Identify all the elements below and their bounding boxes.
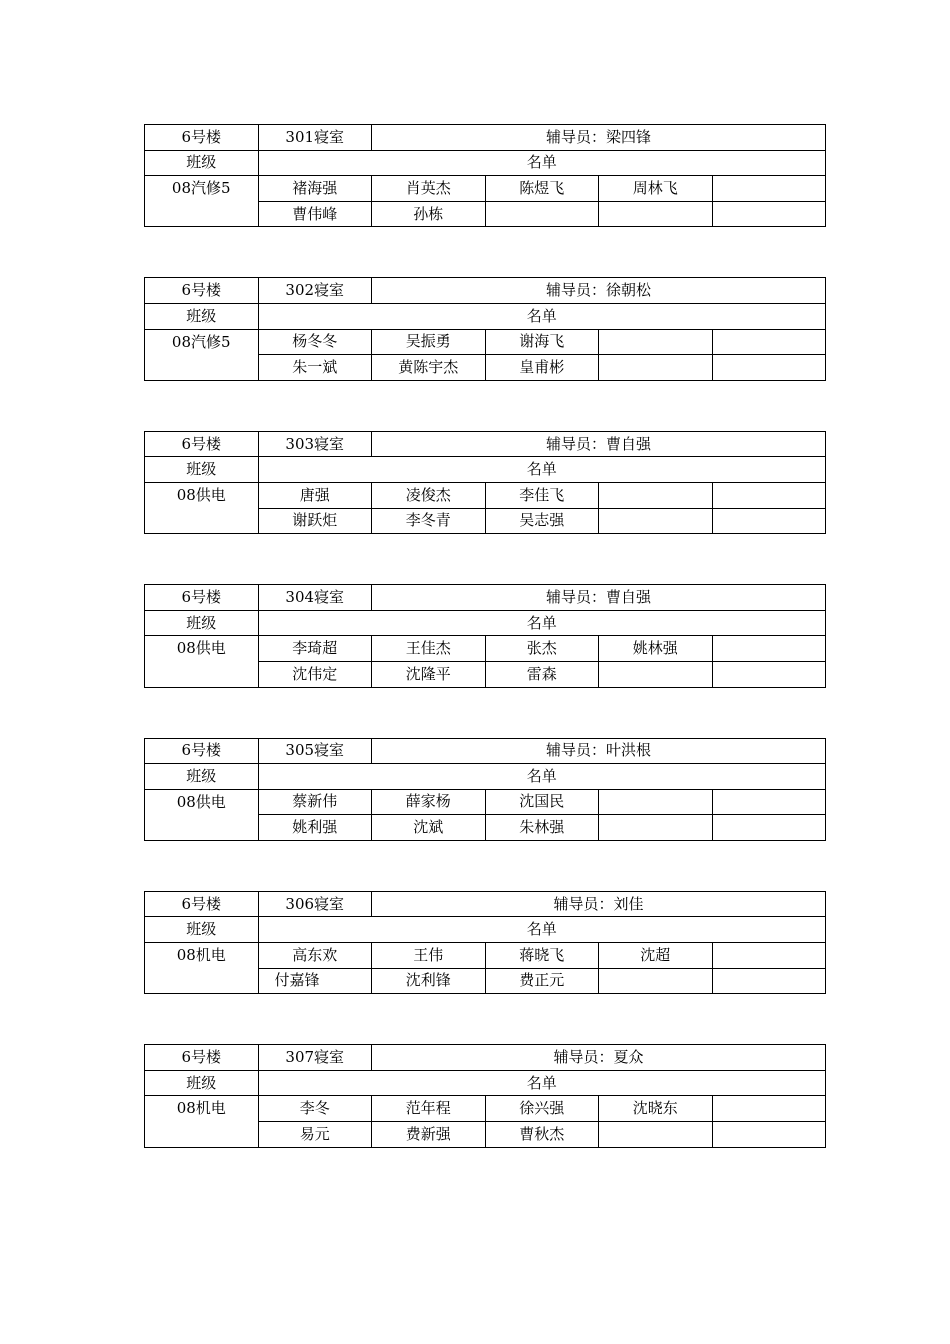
student-name-cell: [599, 482, 713, 508]
list-header: 名单: [258, 764, 826, 790]
list-header: 名单: [258, 303, 826, 329]
list-header: 名单: [258, 457, 826, 483]
student-name-cell: [712, 1122, 826, 1148]
class-header: 班级: [145, 764, 259, 790]
student-name-cell: 高东欢: [258, 943, 372, 969]
student-name-cell: 曹秋杰: [485, 1122, 599, 1148]
room-number-cell: 304寝室: [258, 585, 372, 611]
counselor-cell: 辅导员：徐朝松: [372, 278, 826, 304]
student-name-cell: 薛家杨: [372, 789, 486, 815]
building-cell: 6号楼: [145, 125, 259, 151]
room-number-cell: 303寝室: [258, 431, 372, 457]
student-name-cell: [712, 176, 826, 202]
student-name-cell: 谢跃炬: [258, 508, 372, 534]
student-name-cell: [485, 201, 599, 227]
room-header-row: [145, 738, 826, 764]
student-name-cell: 蔡新伟: [258, 789, 372, 815]
class-name-cell: 08机电: [145, 1096, 259, 1147]
student-name-cell: 姚利强: [258, 815, 372, 841]
student-row: [145, 789, 826, 815]
student-name-cell: [599, 355, 713, 381]
room-table: [144, 124, 826, 227]
room-number-cell: 307寝室: [258, 1045, 372, 1071]
student-name-cell: [599, 1122, 713, 1148]
student-name-cell: 付嘉锋: [258, 968, 372, 994]
student-name-cell: 沈超: [599, 943, 713, 969]
student-name-cell: 沈利锋: [372, 968, 486, 994]
student-name-cell: 沈斌: [372, 815, 486, 841]
class-header: 班级: [145, 303, 259, 329]
class-name-cell: 08机电: [145, 943, 259, 994]
student-row: [145, 1096, 826, 1122]
counselor-cell: 辅导员：叶洪根: [372, 738, 826, 764]
student-name-cell: 易元: [258, 1122, 372, 1148]
class-name-cell: 08汽修5: [145, 329, 259, 380]
room-table: [144, 277, 826, 380]
student-name-cell: [712, 355, 826, 381]
student-name-cell: [599, 201, 713, 227]
list-header: 名单: [258, 150, 826, 176]
class-header: 班级: [145, 917, 259, 943]
counselor-cell: 辅导员：曹自强: [372, 431, 826, 457]
student-name-cell: 凌俊杰: [372, 482, 486, 508]
student-row: [145, 482, 826, 508]
student-name-cell: 吴振勇: [372, 329, 486, 355]
student-name-cell: 王伟: [372, 943, 486, 969]
student-name-cell: 姚林强: [599, 636, 713, 662]
building-cell: 6号楼: [145, 1045, 259, 1071]
student-name-cell: [599, 968, 713, 994]
room-number-cell: 302寝室: [258, 278, 372, 304]
student-row: [145, 943, 826, 969]
counselor-cell: 辅导员：梁四锋: [372, 125, 826, 151]
class-header: 班级: [145, 150, 259, 176]
list-header: 名单: [258, 917, 826, 943]
room-table: [144, 584, 826, 687]
student-name-cell: 朱林强: [485, 815, 599, 841]
counselor-cell: 辅导员：夏众: [372, 1045, 826, 1071]
student-row: [145, 176, 826, 202]
student-row: [145, 636, 826, 662]
column-header-row: [145, 150, 826, 176]
building-cell: 6号楼: [145, 738, 259, 764]
student-name-cell: [599, 661, 713, 687]
student-name-cell: [599, 329, 713, 355]
student-name-cell: 杨冬冬: [258, 329, 372, 355]
building-cell: 6号楼: [145, 431, 259, 457]
student-name-cell: [712, 482, 826, 508]
room-table: [144, 431, 826, 534]
column-header-row: [145, 764, 826, 790]
room-header-row: [145, 891, 826, 917]
student-name-cell: [712, 1096, 826, 1122]
student-name-cell: 费新强: [372, 1122, 486, 1148]
student-name-cell: 李冬青: [372, 508, 486, 534]
student-name-cell: 皇甫彬: [485, 355, 599, 381]
column-header-row: [145, 1070, 826, 1096]
building-cell: 6号楼: [145, 891, 259, 917]
student-name-cell: 谢海飞: [485, 329, 599, 355]
class-name-cell: 08汽修5: [145, 176, 259, 227]
student-row: [145, 329, 826, 355]
student-name-cell: [712, 968, 826, 994]
list-header: 名单: [258, 1070, 826, 1096]
list-header: 名单: [258, 610, 826, 636]
student-name-cell: 蒋晓飞: [485, 943, 599, 969]
room-number-cell: 306寝室: [258, 891, 372, 917]
room-table: [144, 1044, 826, 1147]
student-name-cell: [599, 508, 713, 534]
student-name-cell: [712, 943, 826, 969]
counselor-cell: 辅导员：刘佳: [372, 891, 826, 917]
student-name-cell: 唐强: [258, 482, 372, 508]
building-cell: 6号楼: [145, 278, 259, 304]
student-name-cell: [712, 815, 826, 841]
student-name-cell: 徐兴强: [485, 1096, 599, 1122]
document-page: [144, 124, 825, 1198]
room-header-row: [145, 125, 826, 151]
room-number-cell: 305寝室: [258, 738, 372, 764]
student-name-cell: 肖英杰: [372, 176, 486, 202]
student-name-cell: 费正元: [485, 968, 599, 994]
student-name-cell: [712, 789, 826, 815]
student-name-cell: 李冬: [258, 1096, 372, 1122]
column-header-row: [145, 457, 826, 483]
student-name-cell: 曹伟峰: [258, 201, 372, 227]
column-header-row: [145, 917, 826, 943]
room-header-row: [145, 1045, 826, 1071]
student-name-cell: 周林飞: [599, 176, 713, 202]
student-name-cell: 李琦超: [258, 636, 372, 662]
student-name-cell: [712, 508, 826, 534]
student-name-cell: 李佳飞: [485, 482, 599, 508]
class-header: 班级: [145, 610, 259, 636]
student-name-cell: 黄陈宇杰: [372, 355, 486, 381]
student-name-cell: 沈伟定: [258, 661, 372, 687]
student-name-cell: 吴志强: [485, 508, 599, 534]
class-header: 班级: [145, 457, 259, 483]
room-number-cell: 301寝室: [258, 125, 372, 151]
class-name-cell: 08供电: [145, 482, 259, 533]
column-header-row: [145, 303, 826, 329]
student-name-cell: 沈国民: [485, 789, 599, 815]
class-header: 班级: [145, 1070, 259, 1096]
student-name-cell: [712, 636, 826, 662]
student-name-cell: [599, 815, 713, 841]
student-name-cell: 范年程: [372, 1096, 486, 1122]
student-name-cell: 张杰: [485, 636, 599, 662]
room-header-row: [145, 585, 826, 611]
class-name-cell: 08供电: [145, 636, 259, 687]
student-name-cell: 褚海强: [258, 176, 372, 202]
student-name-cell: 陈煜飞: [485, 176, 599, 202]
class-name-cell: 08供电: [145, 789, 259, 840]
room-table: [144, 738, 826, 841]
counselor-cell: 辅导员：曹自强: [372, 585, 826, 611]
student-name-cell: 沈隆平: [372, 661, 486, 687]
student-name-cell: [712, 201, 826, 227]
student-name-cell: [599, 789, 713, 815]
room-header-row: [145, 278, 826, 304]
column-header-row: [145, 610, 826, 636]
room-header-row: [145, 431, 826, 457]
building-cell: 6号楼: [145, 585, 259, 611]
student-name-cell: 王佳杰: [372, 636, 486, 662]
student-name-cell: 朱一斌: [258, 355, 372, 381]
student-name-cell: [712, 329, 826, 355]
student-name-cell: 雷森: [485, 661, 599, 687]
student-name-cell: 沈晓东: [599, 1096, 713, 1122]
student-name-cell: 孙栋: [372, 201, 486, 227]
student-name-cell: [712, 661, 826, 687]
room-table: [144, 891, 826, 994]
